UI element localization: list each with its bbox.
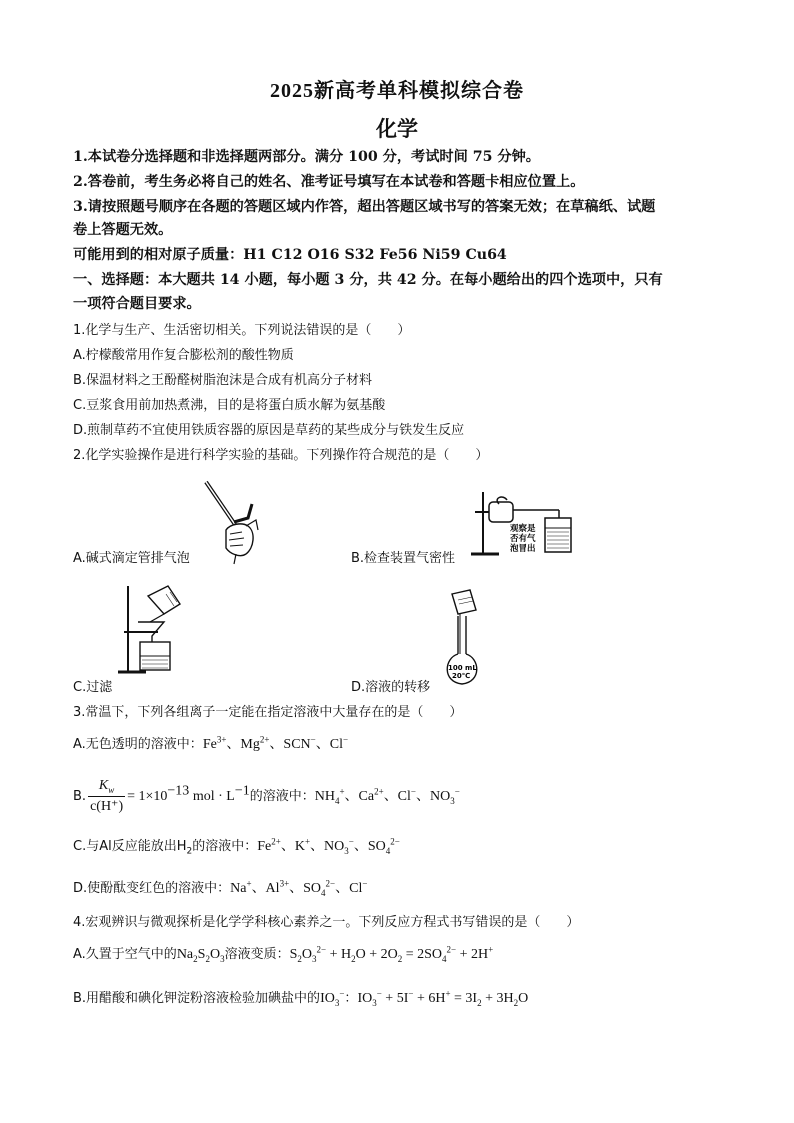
q4-b-ion: $IO_3^-$ [320, 988, 345, 1008]
q3-b-ions: $NH_4^+$、$Ca^{2+}$、Cl−、$NO_3^-$ [314, 786, 460, 806]
q4-a-compound: $Na_2S_2O_3$ [176, 947, 225, 964]
q4-a-equation: $S_2O_3^{2-} + H_2O + 2O_2 = 2SO_4^{2-} + 2H^+$ [289, 944, 494, 964]
q3-option-c: C.与Al反应能放出$H_2$的溶液中：$Fe^{2+}$、K+、$NO_3^-$、$SO_4^{2-}$ [73, 836, 400, 857]
figure-filtration [114, 582, 190, 678]
q3-option-a [73, 736, 733, 754]
q2-option-b: B.检查装置气密性 [351, 551, 456, 566]
q3-b-suffix: 的溶液中： [249, 789, 315, 804]
q3-b-frac-den: c(H⁺) [90, 799, 124, 814]
q4-a-prefix: A.久置于空气中的 [73, 947, 177, 962]
q3-b-value: = 1×10 [127, 789, 168, 804]
q2-stem: 2.化学实验操作是进行科学实验的基础。下列操作符合规范的是（ ） [73, 448, 489, 463]
instruction-3-cont: 卷上答题无效。 [73, 222, 173, 238]
q3-b-prefix: B. [73, 789, 87, 804]
exam-title: 2025新高考单科模拟综合卷 [270, 80, 524, 102]
q2-option-d: D.溶液的转移 [351, 680, 431, 695]
q2-option-a: A.碱式滴定管排气泡 [73, 551, 190, 566]
q4-stem: 4.宏观辨识与微观探析是化学学科核心素养之一。下列反应方程式书写错误的是（ ） [73, 915, 580, 930]
fig-d-label-1: 100 mL [448, 664, 477, 672]
fig-d-label-2: 20℃ [452, 672, 471, 680]
fig-b-note-2: 否有气 [510, 534, 536, 544]
q3-d-ions: Na+、$Al^{3+}$、$SO_4^{2-}$、Cl− [230, 878, 368, 898]
q3-b-frac-num: K [98, 778, 109, 793]
q3-b-unit-exp: −1 [234, 783, 250, 799]
q3-a-ions: $Fe^{3+}$、$Mg^{2+}$、SCN−、Cl− [202, 734, 349, 752]
q3-c-suffix: 的溶液中： [192, 839, 258, 854]
q4-b-prefix: B.用醋酸和碘化钾淀粉溶液检验加碘盐中的 [73, 991, 321, 1006]
q3-b-frac-num-sub: w [108, 784, 115, 795]
atomic-masses: 可能用到的相对原子质量：H1 C12 O16 S32 Fe56 Ni59 Cu64 [73, 247, 507, 263]
q1-option-b: B.保温材料之王酚醛树脂泡沫是合成有机高分子材料 [73, 373, 373, 388]
q2-option-c: C.过滤 [73, 680, 113, 695]
section-heading: 一、选择题：本大题共 14 小题，每小题 3 分，共 42 分。在每小题给出的四个选项中，只有 [73, 272, 663, 288]
q3-d-prefix: D.使酚酞变红色的溶液中： [73, 881, 231, 896]
q4-option-b [73, 990, 733, 1008]
q1-option-d: D.煎制草药不宜使用铁质容器的原因是草药的某些成分与铁发生反应 [73, 423, 465, 438]
q4-option-a [73, 946, 733, 964]
q4-b-mid: ： [344, 991, 358, 1006]
q3-stem: 3.常温下，下列各组离子一定能在指定溶液中大量存在的是（ ） [73, 705, 463, 720]
instruction-3: 3.请按照题号顺序在各题的答题区域内作答，超出答题区域书写的答案无效；在草稿纸、试题 [73, 199, 656, 215]
q3-b-fraction [88, 776, 125, 817]
q1-stem: 1.化学与生产、生活密切相关。下列说法错误的是（ ） [73, 323, 411, 338]
q3-option-b [73, 776, 733, 817]
section-heading-cont: 一项符合题目要求。 [73, 296, 201, 312]
instruction-1: 1.本试卷分选择题和非选择题两部分。满分 100 分，考试时间 75 分钟。 [73, 149, 540, 165]
q4-b-equation: $IO_3^- + 5I^- + 6H^+ = 3I_2 + 3H_2O$ [357, 988, 529, 1008]
q3-b-exp: −13 [167, 783, 190, 799]
q4-a-mid: 溶液变质： [224, 947, 290, 962]
q1-option-a: A.柠檬酸常用作复合膨松剂的酸性物质 [73, 348, 294, 363]
q3-c-ions: $Fe^{2+}$、K+、$NO_3^-$、$SO_4^{2-}$ [257, 836, 400, 856]
figure-burette-bubble [196, 478, 268, 566]
figure-volumetric-flask [438, 588, 490, 688]
instruction-2: 2.答卷前，考生务必将自己的姓名、准考证号填写在本试卷和答题卡相应位置上。 [73, 174, 585, 190]
q3-b-unit: mol · L [189, 789, 235, 804]
subject-title: 化学 [376, 117, 418, 141]
q1-option-c: C.豆浆食用前加热煮沸，目的是将蛋白质水解为氨基酸 [73, 398, 386, 413]
q3-c-prefix: C.与Al反应能放出H [73, 839, 187, 854]
figure-airtightness-check [463, 488, 577, 560]
q3-a-prefix: A.无色透明的溶液中： [73, 737, 203, 752]
fig-b-note-1: 观察是 [510, 524, 536, 534]
fig-b-note-3: 泡冒出 [510, 544, 536, 554]
q3-option-d [73, 880, 733, 898]
